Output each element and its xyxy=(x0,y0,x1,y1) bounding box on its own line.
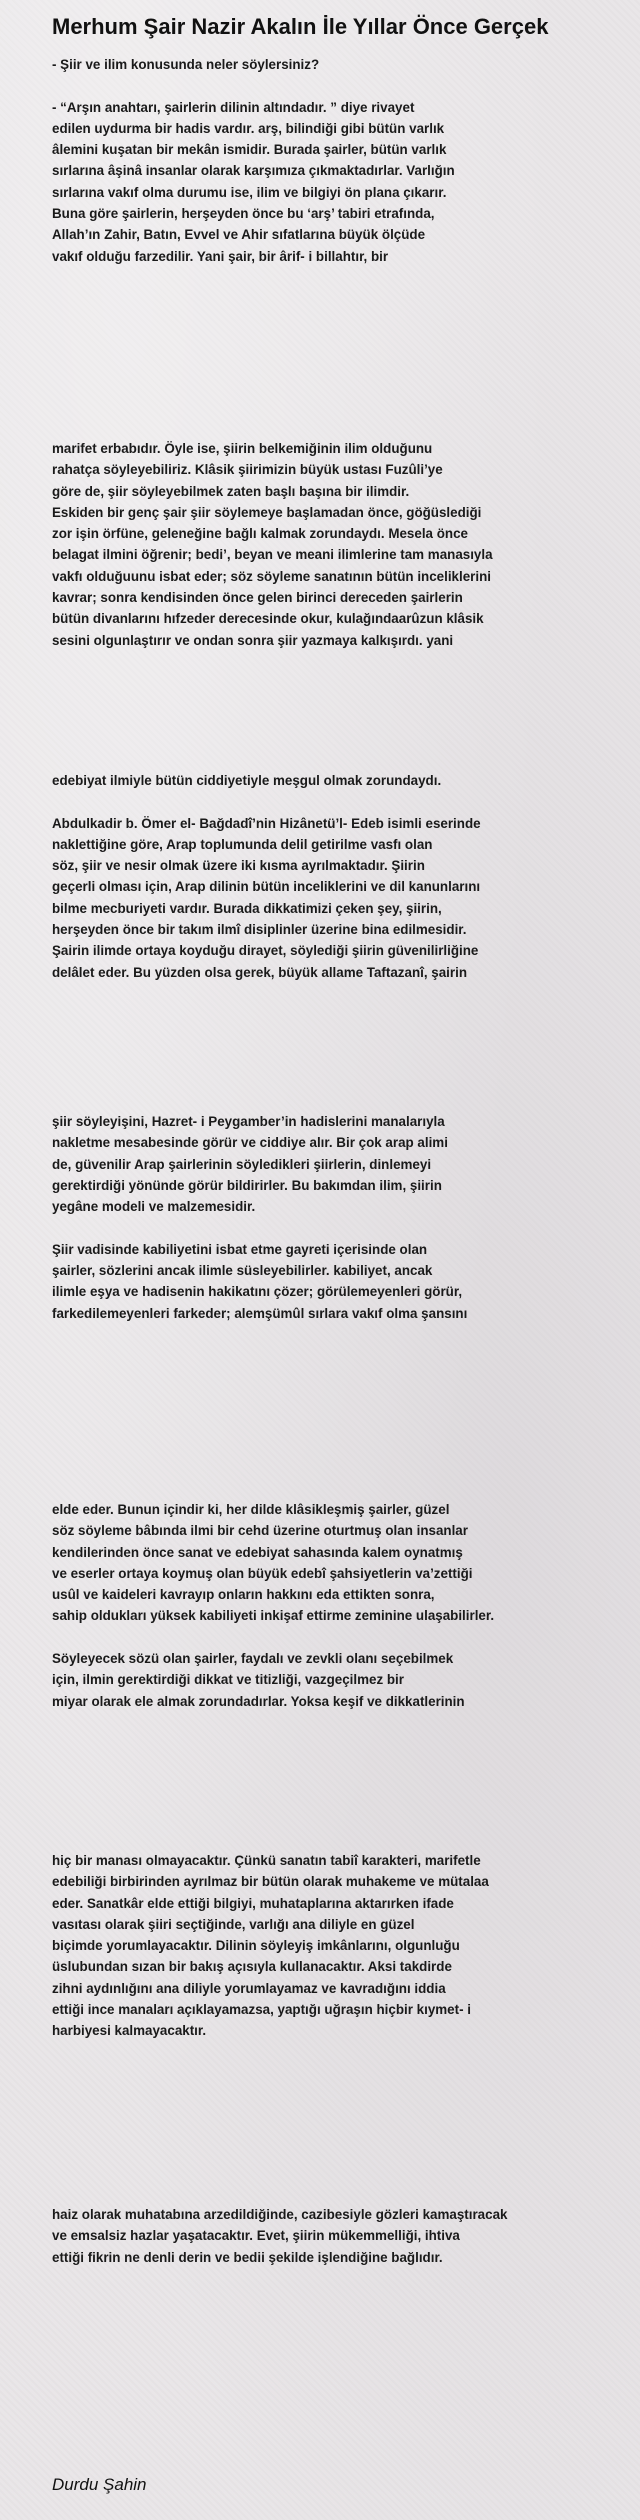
text-line: şiir söyleyişini, Hazret- i Peygamber’in hadislerini manalarıyla xyxy=(52,1114,445,1129)
text-line: yegâne modeli ve malzemesidir. xyxy=(52,1199,256,1215)
text-line: ve eserler ortaya koymuş olan büyük edebî şahsiyetlerin va’zettiği xyxy=(52,1565,473,1581)
text-line: zor işin örfüne, geleneğine bağlı kalmak zorundaydı. Mesela önce xyxy=(52,526,468,542)
text-line: naklettiğine göre, Arap toplumunda delil getirilme vasfı olan xyxy=(52,836,433,852)
text-line: farkedilemeyenleri farkeder; alemşümûl sırlara vakıf olma şansını xyxy=(52,1305,468,1321)
text-line: ilimle eşya ve hadisenin hakikatını çözer; görülemeyenleri görür, xyxy=(52,1284,463,1300)
text-block-4 xyxy=(52,1111,612,1324)
page-title: Merhum Şair Nazir Akalın İle Yıllar Önce Gerçek xyxy=(52,14,549,39)
text-line: Buna göre şairlerin, herşeyden önce bu ‘arş’ tabiri etrafında, xyxy=(52,206,435,222)
text-line: geçerli olması için, Arap dilinin bütün inceliklerini ve dil kanunlarını xyxy=(52,879,481,895)
text-line: sırlarına âşinâ insanlar olarak karşımıza çıkmaktadırlar. Varlığın xyxy=(52,163,455,179)
text-line: gerektirdiği yönünde görür bildirirler. Bu bakımdan ilim, şiirin xyxy=(52,1177,442,1193)
text-line: Şiir vadisinde kabiliyetini isbat etme gayreti içerisinde olan xyxy=(52,1241,428,1257)
text-block-1 xyxy=(52,54,612,267)
text-line: kendilerinden önce sanat ve edebiyat sahasında kalem oynatmış xyxy=(52,1544,463,1560)
text-line: ettiği fikrin ne denli derin ve bedii şekilde işlendiğine bağlıdır. xyxy=(52,2249,443,2265)
text-line: Abdulkadir b. Ömer el- Bağdadî’nin Hizânetü’l- Edeb isimli eserinde xyxy=(52,815,481,831)
text-line: sesini olgunlaştırır ve ondan sonra şiir yazmaya kalkışırdı. yani xyxy=(52,632,454,648)
text-line: kavrar; sonra kendisinden önce gelen birinci dereceden şairlerin xyxy=(52,590,463,606)
text-line: âlemini kuşatan bir mekân ismidir. Burada şairler, bütün varlık xyxy=(52,142,447,158)
text-line: eder. Sanatkâr elde ettiği bilgiyi, muhataplarına aktarırken ifade xyxy=(52,1895,454,1911)
text-line: rahatça söyleyebiliriz. Klâsik şiirimizin büyük ustası Fuzûli’ye xyxy=(52,462,443,478)
text-line: edebiyat ilmiyle bütün ciddiyetiyle meşgul olmak zorundaydı. xyxy=(52,773,442,788)
text-line: - Şiir ve ilim konusunda neler söylersiniz? xyxy=(52,57,320,72)
text-line: şairler, sözlerini ancak ilimle süsleyebilirler. kabiliyet, ancak xyxy=(52,1263,433,1279)
text-line: bilme mecburiyeti vardır. Burada dikkatimizi çeken şey, şiirin, xyxy=(52,900,442,916)
text-line: sahip oldukları yüksek kabiliyeti inkişaf ettirme zeminine ulaşabilirler. xyxy=(52,1608,495,1624)
text-line: belagat ilmini öğrenir; bedi’, beyan ve meani ilimlerine tam manasıyla xyxy=(52,547,493,563)
text-line: - “Arşın anahtarı, şairlerin dilinin altındadır. ” diye rivayet xyxy=(52,99,415,115)
text-line: de, güvenilir Arap şairlerinin söyledikleri şiirlerin, dinlemeyi xyxy=(52,1156,432,1172)
text-line: zihni aydınlığını ana diliyle yorumlayamaz ve kavradığını iddia xyxy=(52,1980,446,1996)
text-line: vasıtası olarak şiiri seçtiğinde, varlığı ana diliyle en güzel xyxy=(52,1916,415,1932)
text-line: sırlarına vakıf olma durumu ise, ilim ve bilgiyi ön plana çıkarır. xyxy=(52,184,447,200)
text-line: harbiyesi kalmayacaktır. xyxy=(52,2023,207,2039)
text-block-5 xyxy=(52,1499,612,1712)
text-line: söz söyleme bâbında ilmi bir cehd üzerine oturtmuş olan insanlar xyxy=(52,1523,468,1539)
paragraph-gap xyxy=(52,75,612,96)
text-block-2 xyxy=(52,438,612,651)
text-line: vakfı olduğuunu isbat eder; söz söyleme sanatının bütün inceliklerini xyxy=(52,568,491,584)
text-block-3 xyxy=(52,770,612,983)
text-line: herşeyden önce bir takım ilmî disiplinler üzerine bina edilmesidir. xyxy=(52,922,467,938)
text-line: vakıf olduğu farzedilir. Yani şair, bir ârif- i billahtır, bir xyxy=(52,248,389,264)
text-line: edebiliği birbirinden ayrılmaz bir bütün olarak muhakeme ve mütalaa xyxy=(52,1874,489,1890)
paragraph-gap xyxy=(52,1627,612,1648)
text-line: elde eder. Bunun içindir ki, her dilde klâsikleşmiş şairler, güzel xyxy=(52,1502,450,1517)
text-line: için, ilmin gerektirdiği dikkat ve titizliği, vazgeçilmez bir xyxy=(52,1672,404,1688)
text-line: miyar olarak ele almak zorundadırlar. Yoksa keşif ve dikkatlerinin xyxy=(52,1693,465,1709)
text-line: hiç bir manası olmayacaktır. Çünkü sanatın tabiî karakteri, marifetle xyxy=(52,1853,481,1868)
paragraph-gap xyxy=(52,1217,612,1238)
text-line: usûl ve kaideleri kavrayıp onların hakkını eda ettikten sonra, xyxy=(52,1587,435,1603)
text-line: edilen uydurma bir hadis vardır. arş, bilindiği gibi bütün varlık xyxy=(52,120,445,136)
text-line: üslubundan sızan bir bakış açısıyla kullanacaktır. Aksi takdirde xyxy=(52,1959,452,1975)
text-line: haiz olarak muhatabına arzedildiğinde, cazibesiyle gözleri kamaştıracak xyxy=(52,2207,508,2222)
paragraph-gap xyxy=(52,791,612,812)
text-line: bütün divanlarını hıfzeder derecesinde okur, kulağındaarûzun klâsik xyxy=(52,611,484,627)
text-line: ettiği ince manaları açıklayamazsa, yaptığı uğraşın hiçbir kıymet- i xyxy=(52,2002,471,2018)
text-block-6 xyxy=(52,1850,612,2042)
text-line: Şairin ilimde ortaya koyduğu dirayet, söylediği şiirin güvenilirliğine xyxy=(52,943,479,959)
text-line: Söyleyecek sözü olan şairler, faydalı ve zevkli olanı seçebilmek xyxy=(52,1651,454,1667)
text-line: biçimde yorumlayacaktır. Dilinin söyleyiş imkânlarını, olgunluğu xyxy=(52,1938,460,1954)
text-line: marifet erbabıdır. Öyle ise, şiirin belkemiğinin ilim olduğunu xyxy=(52,441,433,456)
text-line: nakletme mesabesinde görür ve ciddiye alır. Bir çok arap alimi xyxy=(52,1135,448,1151)
text-line: göre de, şiir söyleyebilmek zaten başlı başına bir ilimdir. xyxy=(52,483,410,499)
text-line: Allah’ın Zahir, Batın, Evvel ve Ahir sıfatlarına büyük ölçüde xyxy=(52,227,426,243)
text-block-7 xyxy=(52,2204,612,2268)
text-line: söz, şiir ve nesir olmak üzere iki kısma ayrılmaktadır. Şiirin xyxy=(52,858,425,874)
author-signature: Durdu Şahin xyxy=(52,2475,147,2494)
text-line: Eskiden bir genç şair şiir söylemeye başlamadan önce, göğüslediği xyxy=(52,504,482,520)
text-line: ve emsalsiz hazlar yaşatacaktır. Evet, şiirin mükemmelliği, ihtiva xyxy=(52,2228,460,2244)
text-line: delâlet eder. Bu yüzden olsa gerek, büyük allame Taftazanî, şairin xyxy=(52,964,468,980)
